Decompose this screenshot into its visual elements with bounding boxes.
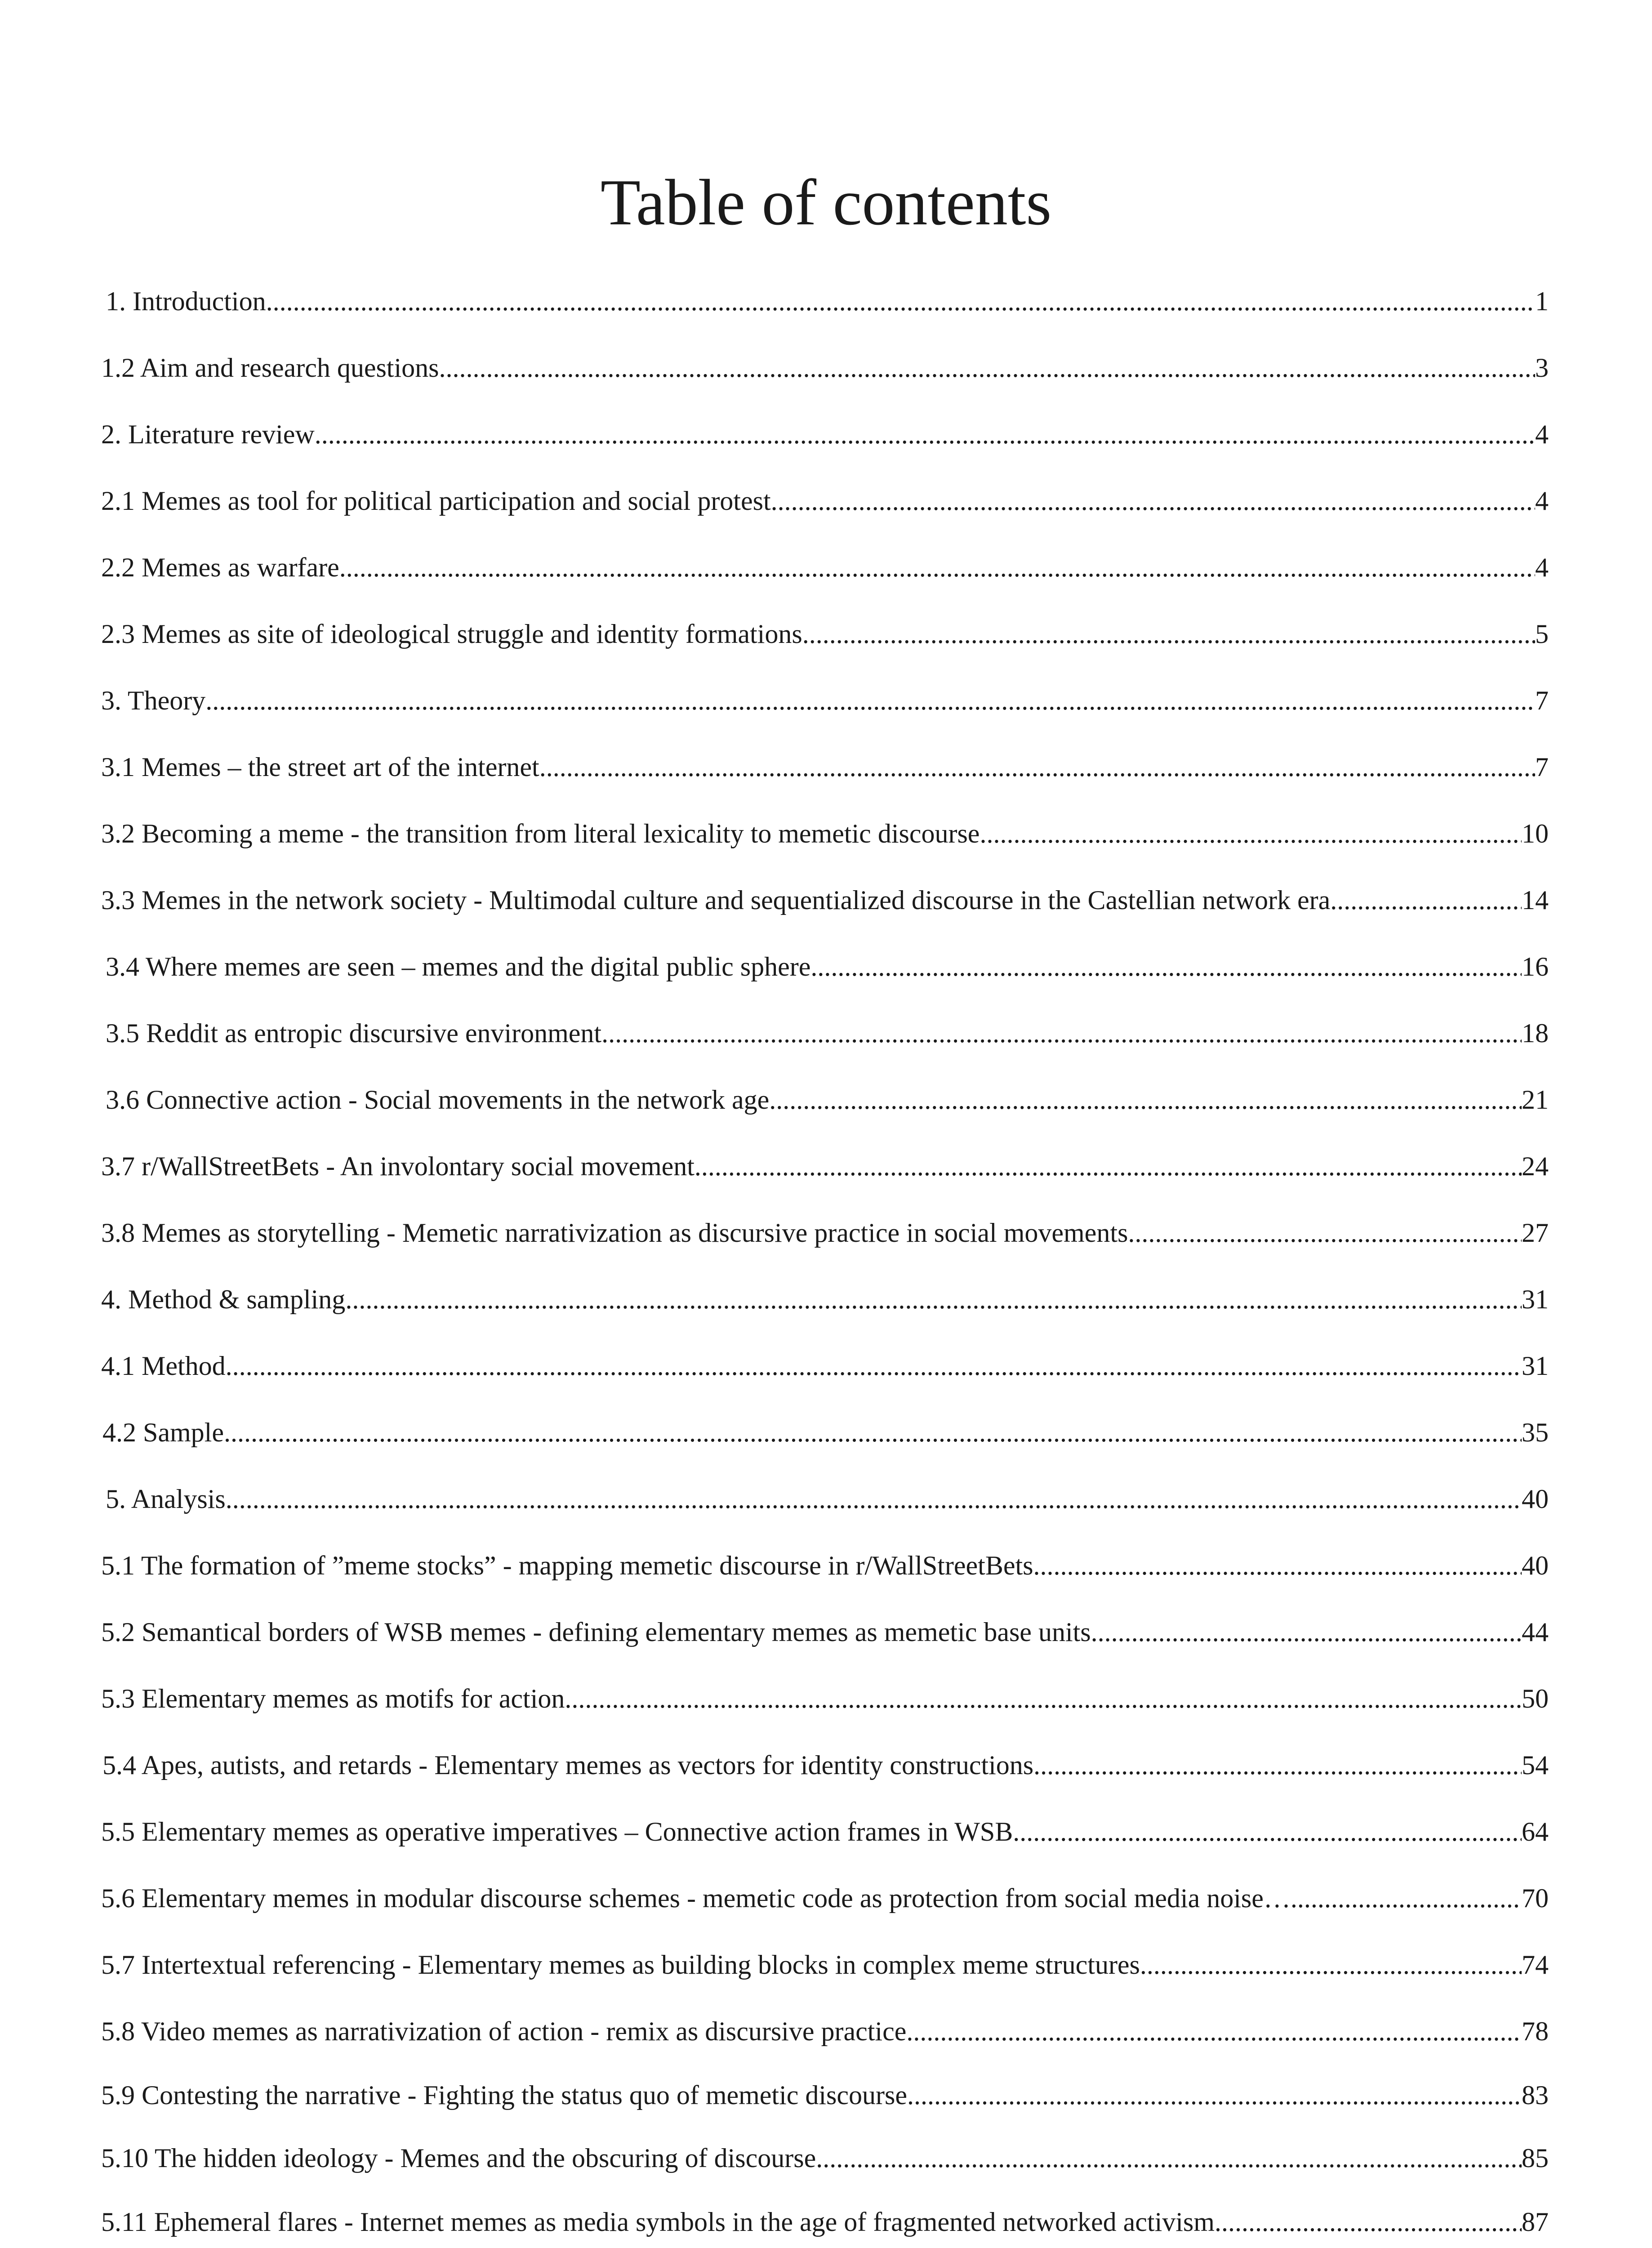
toc-entry-page-number: 35: [1522, 1418, 1549, 1447]
toc-entry-label: 5.4 Apes, autists, and retards - Elementary memes as vectors for identity constructions: [102, 1750, 1034, 1780]
toc-entry[interactable]: [101, 1814, 1549, 1850]
toc-dot-leader: [226, 1348, 1522, 1384]
toc-entry[interactable]: [101, 2204, 1549, 2240]
toc-entry-label: 5.11 Ephemeral flares - Internet memes as media symbols in the age of fragmented networked activism: [101, 2207, 1215, 2237]
toc-entry-page-number: 16: [1522, 952, 1549, 981]
toc-entry-label: 2.3 Memes as site of ideological struggle and identity formations: [101, 619, 802, 649]
toc-entry-label: 5.2 Semantical borders of WSB memes - defining elementary memes as memetic base units: [101, 1617, 1091, 1647]
toc-entry[interactable]: [101, 1681, 1549, 1717]
toc-entry[interactable]: [101, 882, 1549, 918]
toc-entry-label: 3.2 Becoming a meme - the transition from literal lexicality to memetic discourse: [101, 819, 980, 848]
toc-entry-page-number: 4: [1535, 486, 1549, 516]
toc-entry[interactable]: [101, 1148, 1549, 1184]
toc-entry-page-number: 10: [1522, 819, 1549, 848]
toc-dot-leader: [601, 1015, 1522, 1051]
toc-entry-label: 1. Introduction: [106, 286, 266, 316]
toc-entry-page-number: 54: [1522, 1750, 1549, 1780]
toc-entry-page-number: 24: [1522, 1151, 1549, 1181]
toc-dot-leader: [1291, 1880, 1522, 1916]
toc-dot-leader: [1140, 1947, 1522, 1983]
toc-entry[interactable]: [101, 549, 1549, 585]
toc-entry-page-number: 40: [1522, 1551, 1549, 1580]
toc-entry-page-number: 31: [1522, 1285, 1549, 1314]
toc-entry-label: 5.1 The formation of ”meme stocks” - mapping memetic discourse in r/WallStreetBets: [101, 1551, 1033, 1580]
toc-entry[interactable]: [101, 2013, 1549, 2049]
toc-entry-label: 2. Literature review: [101, 419, 315, 449]
toc-entry-label: 5.5 Elementary memes as operative imperatives – Connective action frames in WSB: [101, 1817, 1013, 1847]
toc-dot-leader: [769, 1082, 1522, 1118]
toc-dot-leader: [1128, 1215, 1522, 1251]
toc-entry-label: 3.6 Connective action - Social movements in the network age: [106, 1085, 770, 1115]
toc-entry[interactable]: [106, 283, 1549, 319]
toc-dot-leader: [224, 1414, 1522, 1450]
toc-entry-page-number: 78: [1522, 2016, 1549, 2046]
toc-entry[interactable]: [101, 749, 1549, 785]
toc-entry[interactable]: [106, 1481, 1549, 1517]
toc-entry-page-number: 31: [1522, 1351, 1549, 1381]
toc-dot-leader: [205, 682, 1535, 718]
toc-entry-page-number: 40: [1522, 1484, 1549, 1514]
toc-dot-leader: [816, 2140, 1522, 2176]
toc-entry-label: 5.7 Intertextual referencing - Elementary memes as building blocks in complex meme structures: [101, 1950, 1140, 1980]
toc-dot-leader: [771, 483, 1535, 519]
toc-entry-label: 2.2 Memes as warfare: [101, 553, 339, 582]
toc-entry[interactable]: [102, 1747, 1549, 1783]
toc-entry[interactable]: [101, 350, 1549, 386]
page-title: Table of contents: [600, 166, 1052, 239]
toc-dot-leader: [565, 1681, 1522, 1717]
toc-entry-label: 3.7 r/WallStreetBets - An involontary social movement: [101, 1151, 695, 1181]
toc-dot-leader: [907, 2077, 1522, 2113]
toc-entry-page-number: 21: [1522, 1085, 1549, 1115]
toc-entry-page-number: 85: [1522, 2143, 1549, 2173]
toc-entry[interactable]: [101, 1348, 1549, 1384]
toc-entry-label: 3.1 Memes – the street art of the internet: [101, 752, 539, 782]
toc-dot-leader: [226, 1481, 1522, 1517]
toc-entry[interactable]: [101, 816, 1549, 852]
toc-entry[interactable]: [102, 1414, 1549, 1450]
toc-dot-leader: [1330, 882, 1522, 918]
toc-entry-label: 3.5 Reddit as entropic discursive environment: [106, 1018, 602, 1048]
toc-entry-page-number: 83: [1522, 2080, 1549, 2110]
toc-entry[interactable]: [101, 682, 1549, 718]
toc-entry[interactable]: [101, 1548, 1549, 1583]
toc-dot-leader: [695, 1148, 1522, 1184]
toc-dot-leader: [1033, 1747, 1522, 1783]
toc-dot-leader: [810, 949, 1522, 985]
toc-entry-page-number: 64: [1522, 1817, 1549, 1847]
toc-entry[interactable]: [101, 1880, 1549, 1916]
toc-entry-page-number: 74: [1522, 1950, 1549, 1980]
toc-entry-page-number: 3: [1535, 353, 1549, 383]
toc-entry-page-number: 50: [1522, 1684, 1549, 1713]
toc-entry-page-number: 7: [1535, 686, 1549, 715]
toc-entry-label: 5.9 Contesting the narrative - Fighting the status quo of memetic discourse: [101, 2080, 907, 2110]
toc-dot-leader: [345, 1281, 1522, 1317]
toc-dot-leader: [339, 549, 1535, 585]
toc-entry[interactable]: [101, 1947, 1549, 1983]
toc-dot-leader: [980, 816, 1522, 852]
toc-entry-page-number: 4: [1535, 553, 1549, 582]
toc-entry-label: 4.2 Sample: [102, 1418, 224, 1447]
toc-dot-leader: [1033, 1548, 1522, 1583]
toc-entry-label: 5.10 The hidden ideology - Memes and the obscuring of discourse: [101, 2143, 816, 2173]
toc-entry[interactable]: [101, 1215, 1549, 1251]
toc-entry-label: 4.1 Method: [101, 1351, 226, 1381]
toc-entry-page-number: 14: [1522, 885, 1549, 915]
toc-dot-leader: [539, 749, 1535, 785]
toc-entry-label: 3. Theory: [101, 686, 206, 715]
toc-entry-label: 1.2 Aim and research questions: [101, 353, 439, 383]
toc-entry[interactable]: [106, 1015, 1549, 1051]
toc-entry[interactable]: [106, 1082, 1549, 1118]
toc-entry-label: 5. Analysis: [106, 1484, 226, 1514]
toc-dot-leader: [802, 616, 1535, 652]
toc-entry[interactable]: [101, 416, 1549, 452]
toc-entry-page-number: 7: [1535, 752, 1549, 782]
toc-dot-leader: [1013, 1814, 1522, 1850]
toc-dot-leader: [439, 350, 1536, 386]
toc-dot-leader: [1215, 2204, 1522, 2240]
toc-entry-label: 3.8 Memes as storytelling - Memetic narrativization as discursive practice in social movements: [101, 1218, 1128, 1248]
toc-entry-page-number: 27: [1522, 1218, 1549, 1248]
toc-entry[interactable]: [101, 2077, 1549, 2113]
toc-entry-label: 2.1 Memes as tool for political participation and social protest: [101, 486, 771, 516]
toc-entry[interactable]: [101, 1614, 1549, 1650]
toc-dot-leader: [906, 2013, 1522, 2049]
toc-entry[interactable]: [101, 616, 1549, 652]
toc-entry-page-number: 87: [1522, 2207, 1549, 2237]
toc-entry-page-number: 44: [1522, 1617, 1549, 1647]
toc-entry[interactable]: [101, 2140, 1549, 2176]
toc-entry-page-number: 4: [1535, 419, 1549, 449]
toc-entry[interactable]: [101, 483, 1549, 519]
toc-entry-label: 3.3 Memes in the network society - Multimodal culture and sequentialized discourse in the Castellian network era: [101, 885, 1331, 915]
toc-entry[interactable]: [106, 949, 1549, 985]
toc-entry-label: 3.4 Where memes are seen – memes and the digital public sphere: [106, 952, 811, 981]
toc-entry-page-number: 18: [1522, 1018, 1549, 1048]
toc-dot-leader: [266, 283, 1535, 319]
toc-entry[interactable]: [101, 1281, 1549, 1317]
toc-entry-page-number: 1: [1535, 286, 1549, 316]
toc-dot-leader: [315, 416, 1535, 452]
toc-entry-page-number: 5: [1535, 619, 1549, 649]
toc-entry-label: 5.3 Elementary memes as motifs for action: [101, 1684, 565, 1713]
toc-entry-page-number: 70: [1522, 1883, 1549, 1913]
toc-dot-leader: [1091, 1614, 1522, 1650]
toc-entry-label: 5.6 Elementary memes in modular discourse schemes - memetic code as protection from social media noise…: [101, 1883, 1291, 1913]
toc-entry-label: 4. Method & sampling: [101, 1285, 346, 1314]
toc-entry-label: 5.8 Video memes as narrativization of action - remix as discursive practice: [101, 2016, 907, 2046]
